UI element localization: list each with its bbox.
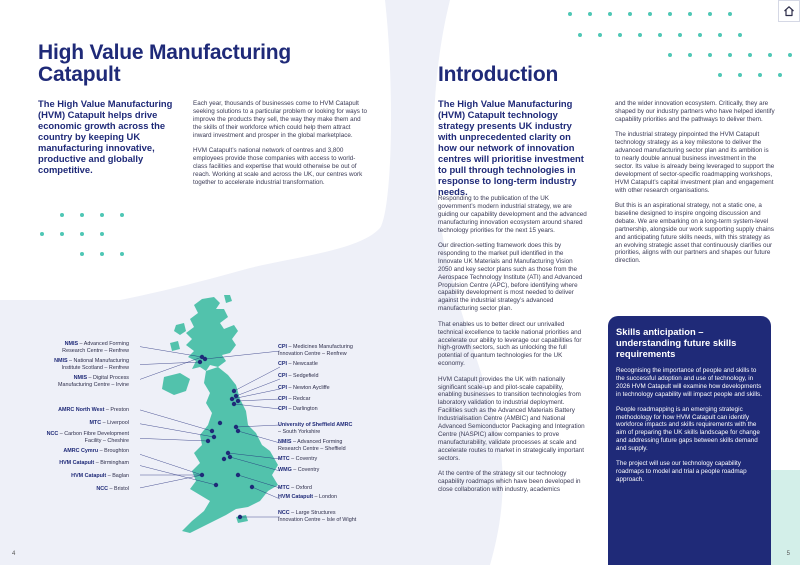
- title-line-2: Catapult: [38, 63, 121, 86]
- uk-map: [140, 295, 300, 545]
- northern-ireland-shape: [162, 373, 190, 395]
- left-body-paragraph: HVM Catapult’s national network of centres and 3,800 employees provide those companies with access to world-class facilities and expertise that would otherwise be out of reach. Working at scale and across the UK, our centres work together to accelerate industrial transformation.: [193, 147, 363, 186]
- intro-paragraph: At the centre of the strategy sit our technology capability roadmaps which have been developed in close collaboration with industry, academics: [438, 470, 581, 493]
- skills-paragraph: People roadmapping is an emerging strategic methodology for how HVM Catapult can identify workforce impacts and skills requirements with the aim of preparing the UK skills landscape for change and addressing future gaps between skills demand and supply.: [616, 405, 760, 453]
- map-label-right: HVM Catapult – London: [278, 494, 338, 500]
- intro-paragraph: The industrial strategy pinpointed the HVM Catapult technology strategy as a key milestone to deliver the advanced manufacturing sector plan and its ambition is to nearly double annual business investment in the sector. Its value is already being leveraged to support the development of sector-specific roadmapping workshops, HVM Catapult’s capital investment plan and engagement with other research organisations.: [615, 131, 775, 194]
- england-wales-shape: [182, 367, 278, 533]
- map-label-right: MTC – Oxford: [278, 485, 312, 491]
- map-label-left: NCC – Bristol: [96, 486, 129, 492]
- left-lead-paragraph: The High Value Manufacturing (HVM) Catapult helps drive economic growth across the country by keeping UK manufacturing innovative, productive and globally competitive.: [38, 98, 173, 175]
- page-number-right: 5: [786, 551, 790, 557]
- right-column-2: [615, 100, 775, 273]
- map-label-left: NMIS – Advanced Forming Research Centre – Renfrew: [62, 341, 129, 354]
- intro-paragraph: That enables us to better direct our unrivalled technical excellence to tackle national priorities and accelerate our ability to leverage our capabilities for high-growth sectors, such as unlocking the full potential of quantum technologies for the UK economy.: [438, 320, 582, 368]
- map-label-right: NMIS – Advanced Forming Research Centre – Sheffield: [278, 439, 346, 452]
- map-label-left: NMIS – Digital Process Manufacturing Centre – Irvine: [57, 375, 129, 388]
- map-label-right: CPI – Newcastle: [278, 361, 318, 367]
- map-label-right: WMG – Coventry: [278, 467, 320, 473]
- map-label-right: CPI – Medicines Manufacturing Innovation Centre – Renfrew: [278, 344, 353, 357]
- right-column-1: [438, 195, 588, 501]
- skills-paragraph: Recognising the importance of people and skills to the successful adoption and use of technology, in 2026 HVM Catapult will examine how developments in technology capability will impact people and skills.: [616, 367, 762, 398]
- right-lead-paragraph: The High Value Manufacturing (HVM) Catapult technology strategy presents UK industry with unprecedented clarity on how our network of innovation centres will prioritise investment to pull through technologies in response to long-term industry needs.: [438, 98, 584, 197]
- title-line-1: High Value Manufacturing: [38, 41, 292, 64]
- intro-paragraph: and the wider innovation ecosystem. Critically, they are shaped by our industry partners who have helped identify capability priorities and the pathways to deliver them.: [615, 100, 775, 123]
- intro-paragraph: Responding to the publication of the UK government’s modern industrial strategy, we are guiding our capability development and the advanced manufacturing innovation ecosystem around shared technology priorities for the next 15 years.: [438, 195, 587, 234]
- map-label-right: MTC – Coventry: [278, 456, 318, 462]
- page-number-left: 4: [12, 551, 16, 557]
- map-label-right: CPI – Newton Aycliffe: [278, 385, 330, 391]
- map-label-left: HVM Catapult – Baglan: [71, 473, 129, 479]
- map-label-left: HVM Catapult – Birmingham: [59, 460, 129, 466]
- map-label-left: MTC – Liverpool: [89, 420, 129, 426]
- map-label-right: CPI – Darlington: [278, 406, 318, 412]
- left-body-paragraph: Each year, thousands of businesses come to HVM Catapult seeking solutions to a particular problem or looking for ways to improve the products they sell, the way they make them and the skills of their workforce which could help them attract inward investment and prosper in the global marketplace.: [193, 100, 367, 139]
- intro-paragraph: Our direction-setting framework does this by responding to the market pull identified in the Innovate UK Materials and Manufacturing Vision 2050 and key sector plans such as those from the Aerospace Technology Institute (ATI) and Advanced Propulsion Centre (APC), before identifying where capability development is most needed to deliver against the industrial strategy’s advanced manufacturing sector plan.: [438, 242, 583, 313]
- map-label-right: CPI – Redcar: [278, 396, 311, 402]
- skills-box-body: [616, 367, 763, 484]
- home-button[interactable]: [778, 0, 800, 22]
- introduction-title: Introduction: [438, 63, 559, 86]
- map-label-left: NCC – Carbon Fibre Development Facility – Cheshire: [46, 431, 129, 444]
- left-body-text: [193, 100, 368, 194]
- map-label-left: AMRC North West – Preston: [58, 407, 129, 413]
- skills-paragraph: The project will use our technology capability roadmaps to model and trial a people roadmap approach.: [616, 460, 747, 483]
- map-label-right: NCC – Large Structures Innovation Centre – Isle of Wight: [278, 510, 357, 523]
- map-label-left: AMRC Cymru – Broughton: [63, 448, 129, 454]
- intro-paragraph: But this is an aspirational strategy, not a static one, a baseline designed to inspire ongoing discussion and debate. We are embarking on a long-term system-level partnership, alongside our work supporting supply chains and anticipating future skills needs, with this strategy as an evolving strategic asset that continuously clarifies our priorities, aligns with our partners and shapes our future direction.: [615, 201, 774, 265]
- map-label-right: University of Sheffield AMRC – South Yorkshire: [278, 422, 353, 435]
- map-label-right: CPI – Sedgefield: [278, 373, 319, 379]
- intro-paragraph: HVM Catapult provides the UK with nationally significant scale-up and pilot-scale capability, enabling businesses to transition technologies from laboratory validation to industrial deployment. Facilities such as the Advanced Materials Battery Industrialisation Centre (AMBIC) and National Advanced Semiconductor Packaging and Integration Centre (NASPIC) allow companies to prove manufacturability, validate processes at scale and accelerate routes to market in strategically important sectors.: [438, 375, 585, 462]
- skills-anticipation-box: [608, 316, 771, 565]
- map-label-left: NMIS – National Manufacturing Institute Scotland – Renfrew: [54, 358, 129, 371]
- page-title: [38, 42, 378, 86]
- home-icon: [783, 5, 795, 17]
- skills-box-title: Skills anticipation – understanding future skills requirements: [616, 326, 737, 359]
